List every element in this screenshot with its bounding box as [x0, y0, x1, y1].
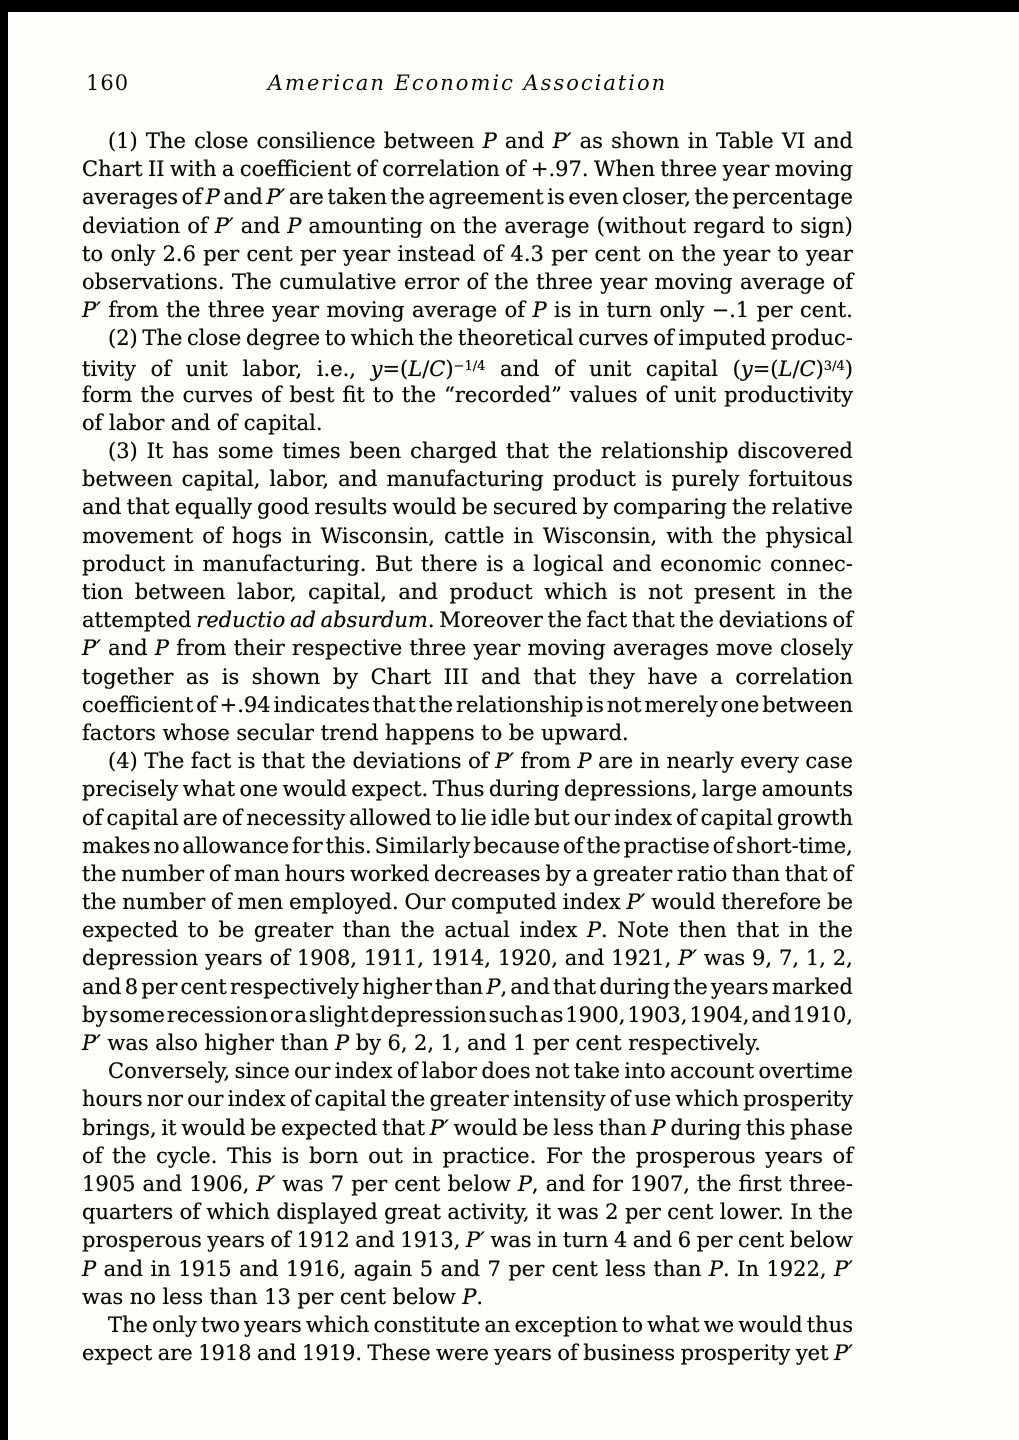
paper-body-text: [82, 127, 853, 1367]
text-line: the number of men employed. Our computed index P′ would therefore be: [82, 890, 853, 915]
journal-title: American Economic Association: [267, 71, 668, 95]
text-line: and 8 per cent respectively higher than P, and that during the years marked: [82, 974, 853, 999]
text-line: The only two years which constitute an exception to what we would thus: [108, 1312, 853, 1337]
text-line: makes no allowance for this. Similarly because of the practise of short-time,: [82, 833, 853, 858]
text-line: to only 2.6 per cent per year instead of 4.3 per cent on the year to year: [82, 241, 853, 266]
text-line: Conversely, since our index of labor does not take into account overtime: [108, 1059, 853, 1084]
text-line: deviation of P′ and P amounting on the average (without regard to sign): [82, 213, 853, 238]
text-line: Chart II with a coefficient of correlation of +.97. When three year moving: [82, 157, 853, 182]
scan-edge-top: [0, 0, 1019, 12]
text-line: (3) It has some times been charged that the relationship discovered: [108, 439, 853, 464]
text-line: P and in 1915 and 1916, again 5 and 7 per cent less than P. In 1922, P′: [82, 1256, 853, 1281]
text-line: quarters of which displayed great activity, it was 2 per cent lower. In the: [82, 1200, 853, 1225]
text-line: observations. The cumulative error of the three year moving average of: [82, 269, 853, 294]
scan-edge-left: [0, 0, 8, 1440]
text-line: form the curves of best fit to the “recorded” values of unit productivity: [82, 382, 853, 407]
page-number: 160: [86, 71, 130, 95]
text-line: coefficient of +.94 indicates that the relationship is not merely one between: [82, 692, 853, 717]
text-line: P′ and P from their respective three year moving averages move closely: [82, 636, 853, 661]
text-line: the number of man hours worked decreases by a greater ratio than that of: [82, 861, 853, 886]
text-line: averages of P and P′ are taken the agreement is even closer, the percentage: [82, 185, 853, 210]
text-line: expect are 1918 and 1919. These were years of business prosperity yet P′: [82, 1341, 853, 1366]
text-line: of labor and of capital.: [82, 410, 323, 435]
text-line: tivity of unit labor, i.e., $y=(L/C)^{-1/4}$ and of unit capital $(y=(L/C)^{3/4})$: [82, 356, 853, 381]
text-line: prosperous years of 1912 and 1913, P′ was in turn 4 and 6 per cent below: [82, 1228, 853, 1253]
text-line: depression years of 1908, 1911, 1914, 1920, and 1921, P′ was 9, 7, 1, 2,: [82, 946, 853, 971]
text-line: was no less than 13 per cent below P.: [82, 1284, 484, 1309]
text-line: factors whose secular trend happens to be upward.: [82, 720, 629, 745]
text-line: brings, it would be expected that P′ would be less than P during this phase: [82, 1115, 853, 1140]
text-line: (4) The fact is that the deviations of P′ from P are in nearly every case: [108, 749, 853, 774]
text-line: movement of hogs in Wisconsin, cattle in Wisconsin, with the physical: [82, 523, 853, 548]
text-line: attempted reductio ad absurdum. Moreover the fact that the deviations of: [82, 608, 853, 633]
text-line: expected to be greater than the actual index P. Note then that in the: [82, 918, 853, 943]
text-line: of capital are of necessity allowed to lie idle but our index of capital growth: [82, 805, 853, 830]
text-line: precisely what one would expect. Thus during depressions, large amounts: [82, 777, 853, 802]
text-line: together as is shown by Chart III and that they have a correlation: [82, 664, 853, 689]
text-line: 1905 and 1906, P′ was 7 per cent below P, and for 1907, the first three-: [82, 1171, 853, 1196]
text-line: product in manufacturing. But there is a logical and economic connec-: [82, 551, 853, 576]
text-line: (1) The close consilience between P and P′ as shown in Table VI and: [108, 129, 853, 153]
text-line: (2) The close degree to which the theoretical curves of imputed produc-: [108, 326, 853, 351]
text-line: by some recession or a slight depression such as 1900, 1903, 1904, and 1910,: [82, 1002, 853, 1027]
text-line: P′ from the three year moving average of P is in turn only −.1 per cent.: [82, 298, 853, 323]
running-head: [82, 68, 853, 98]
text-line: and that equally good results would be secured by comparing the relative: [82, 495, 853, 520]
text-line: between capital, labor, and manufacturing product is purely fortuitous: [82, 467, 853, 492]
text-line: hours nor our index of capital the greater intensity of use which prosperity: [82, 1087, 853, 1112]
text-line: tion between labor, capital, and product which is not present in the: [82, 580, 853, 604]
text-line: of the cycle. This is born out in practice. For the prosperous years of: [82, 1143, 853, 1168]
text-line: P′ was also higher than P by 6, 2, 1, and 1 per cent respectively.: [82, 1031, 761, 1055]
